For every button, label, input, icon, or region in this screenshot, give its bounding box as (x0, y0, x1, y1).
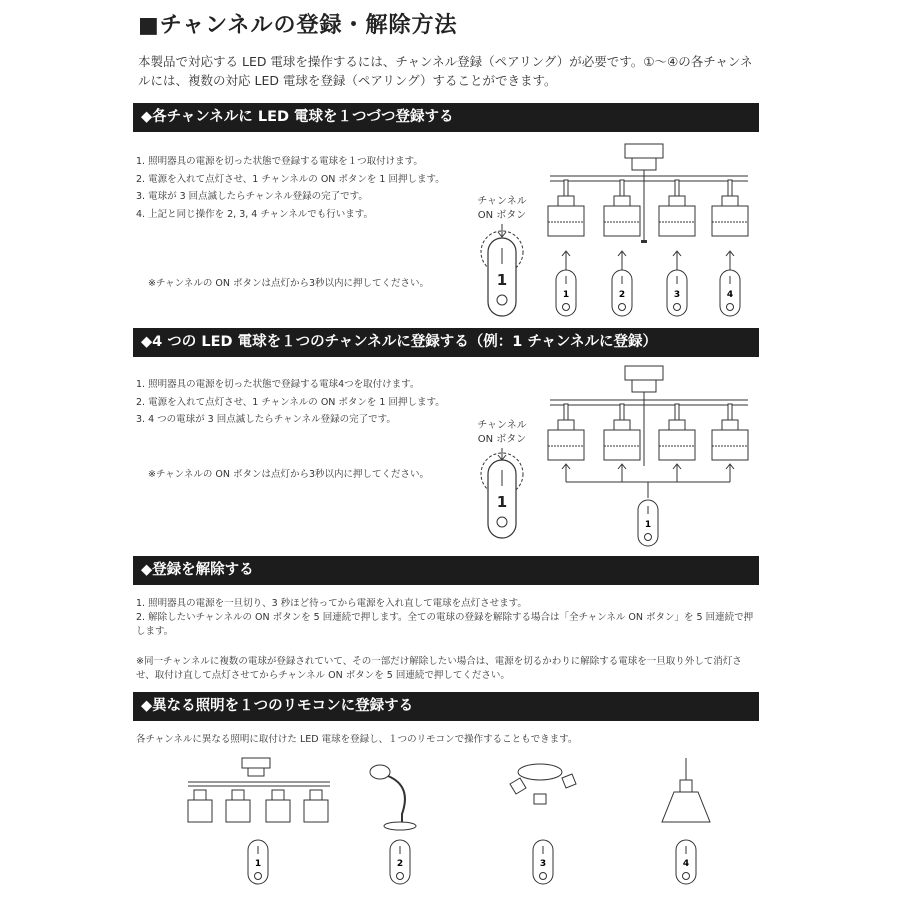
remote-number: 1 (496, 271, 508, 289)
channel-remote-3 (667, 270, 687, 316)
section1-note: ※チャンネルの ON ボタンは点灯から3秒以内に押してください。 (148, 278, 430, 289)
channel-remote-2 (390, 840, 410, 884)
remote-number: 1 (496, 493, 508, 511)
step-item: 2. 電源を入れて点灯させ、1 チャンネルの ON ボタンを 1 回押します。 (136, 173, 445, 185)
svg-text:4: 4 (726, 290, 734, 300)
section2-note: ※チャンネルの ON ボタンは点灯から3秒以内に押してください。 (148, 469, 430, 480)
intro-text: 本製品で対応する LED 電球を操作するには、チャンネル登録（ペアリング）が必要です。①〜④の各チャンネルには、複数の対応 LED 電球を登録（ペアリング）することができます。 (138, 54, 753, 88)
channel-remote-4 (720, 270, 740, 316)
svg-text:3: 3 (539, 859, 547, 869)
bar-fixture-icon (188, 758, 330, 822)
svg-text:3: 3 (673, 290, 681, 300)
svg-text:2: 2 (618, 290, 626, 300)
svg-text:1: 1 (644, 520, 652, 530)
spot-light-icon (510, 764, 576, 804)
channel-remote-1 (248, 840, 268, 884)
section1-steps (136, 155, 466, 225)
step-item: 2. 解除したいチャンネルの ON ボタンを 5 回連続で押します。全ての電球の登録を解除する場合は「全チャンネル ON ボタン」を 5 回連続で押します。 (136, 612, 754, 637)
channel-remote-1 (556, 270, 576, 316)
button-label-line1: チャンネル (477, 420, 527, 431)
section3-note: ※同一チャンネルに複数の電球が登録されていて、その一部だけ解除したい場合は、電源を切るかわりに解除する電球を一旦取り外して消灯させ、取付け直して点灯させてからチャンネル ON ボタンを 5 回連続で押してください。 (136, 656, 742, 681)
section4-text: 各チャンネルに異なる照明に取付けた LED 電球を登録し、１つのリモコンで操作することもできます。 (136, 734, 578, 745)
section1-diagram (470, 140, 770, 320)
step-item: 1. 照明器具の電源を一旦切り、3 秒ほど待ってから電源を入れ直して電球を点灯させます。 (136, 598, 527, 609)
step-item: 2. 電源を入れて点灯させ、1 チャンネルの ON ボタンを 1 回押します。 (136, 396, 445, 408)
pendant-light-icon (662, 758, 710, 822)
step-item: 4. 上記と同じ操作を 2, 3, 4 チャンネルでも行います。 (136, 208, 374, 220)
svg-text:2: 2 (396, 859, 404, 869)
svg-text:4: 4 (682, 859, 690, 869)
channel-remote-4 (676, 840, 696, 884)
channel-remote-2 (612, 270, 632, 316)
lamp-group (548, 180, 748, 280)
step-item: 1. 照明器具の電源を切った状態で登録する電球を１つ取付けます。 (136, 156, 423, 167)
channel-remote-1 (638, 500, 658, 546)
channel-remote-3 (533, 840, 553, 884)
section2-diagram (470, 362, 770, 550)
desk-lamp-icon (370, 765, 416, 830)
button-label-line2: ON ボタン (477, 434, 527, 445)
section2-steps (136, 378, 466, 431)
section3-steps (136, 597, 756, 639)
step-item: 3. 4 つの電球が 3 回点滅したらチャンネル登録の完了です。 (136, 414, 396, 425)
button-label-line2: ON ボタン (477, 210, 527, 221)
section1-heading: ◆各チャンネルに LED 電球を１つづつ登録する (133, 103, 759, 132)
section4-heading: ◆異なる照明を１つのリモコンに登録する (133, 692, 759, 721)
section3-heading: ◆登録を解除する (133, 556, 759, 585)
page-title: ■チャンネルの登録・解除方法 (138, 13, 458, 38)
lamp-group (548, 404, 748, 460)
button-label-line1: チャンネル (477, 196, 527, 207)
svg-text:1: 1 (254, 859, 262, 869)
svg-text:1: 1 (562, 290, 570, 300)
section2-heading: ◆4 つの LED 電球を１つのチャンネルに登録する（例：1 チャンネルに登録） (133, 328, 759, 357)
step-item: 1. 照明器具の電源を切った状態で登録する電球4つを取付けます。 (136, 379, 420, 390)
section4-diagram (180, 752, 740, 892)
step-item: 3. 電球が 3 回点滅したらチャンネル登録の完了です。 (136, 191, 368, 202)
